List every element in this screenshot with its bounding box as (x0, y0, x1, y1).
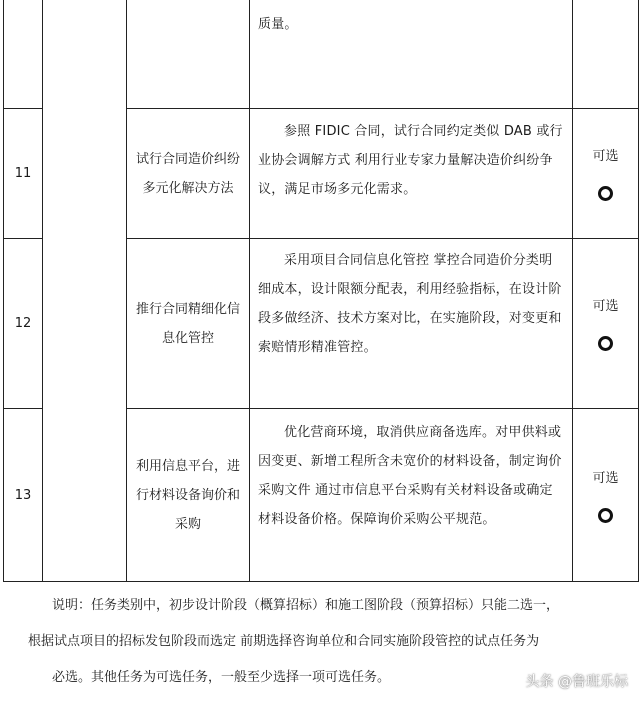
table-row-11-description: 参照 FIDIC 合同，试行合同约定类似 DAB 或行 业协会调解方式 利用行业专家力量解决造价纠纷争 议，满足市场多元化需求。 (258, 124, 563, 197)
table-right-border (638, 0, 639, 582)
table-row-13-task: 利用信息平台，进 行材料设备询价和 采购 (135, 458, 240, 532)
table-row-12-task: 推行合同精细化信 息化管控 (135, 301, 240, 346)
circle-icon (598, 336, 613, 351)
table-col-line-1 (42, 0, 43, 582)
table-row-12-number: 12 (14, 316, 32, 331)
description-line: 质量。 (258, 17, 298, 32)
table-row-11-option: 可选 (573, 109, 638, 238)
note-line: 根据试点项目的招标发包阶段而选定 前期选择咨询单位和合同实施阶段管控的试点任务为 (28, 634, 540, 649)
table-row-11-task: 试行合同造价纠纷 多元化解决方法 (135, 151, 240, 196)
circle-icon (598, 186, 613, 201)
table-row-12-description: 采用项目合同信息化管控 掌控合同造价分类明 细成本，设计限额分配表，利用经验指标，在设计阶 段多做经济、技术方案对比，在实施阶段，对变更和 索赔情形精准管控。 (258, 253, 562, 355)
table-row-12-option: 可选 (573, 239, 638, 408)
table-row-13-option: 可选 (573, 409, 638, 581)
note-line: 必选。其他任务为可选任务，一般至少选择一项可选任务。 (52, 670, 391, 685)
note-line: 说明：任务类别中，初步设计阶段（概算招标）和施工图阶段（预算招标）只能二选一， (52, 598, 560, 613)
table-bottom-border (3, 581, 639, 582)
table-row-13-number: 13 (14, 487, 32, 503)
circle-icon (598, 508, 613, 523)
watermark: 头条 @鲁班乐标 (525, 674, 628, 690)
table-row-11-number: 11 (14, 166, 32, 181)
table-row-0-description (250, 10, 572, 108)
table-row-13-description: 优化营商环境，取消供应商备选库。对甲供料或 因变更、新增工程所含未宽价的材料设备，制定询价 采购文件 通过市信息平台采购有关材料设备或确定 材料设备价格。保障询价采购公平规范。 (258, 425, 562, 527)
